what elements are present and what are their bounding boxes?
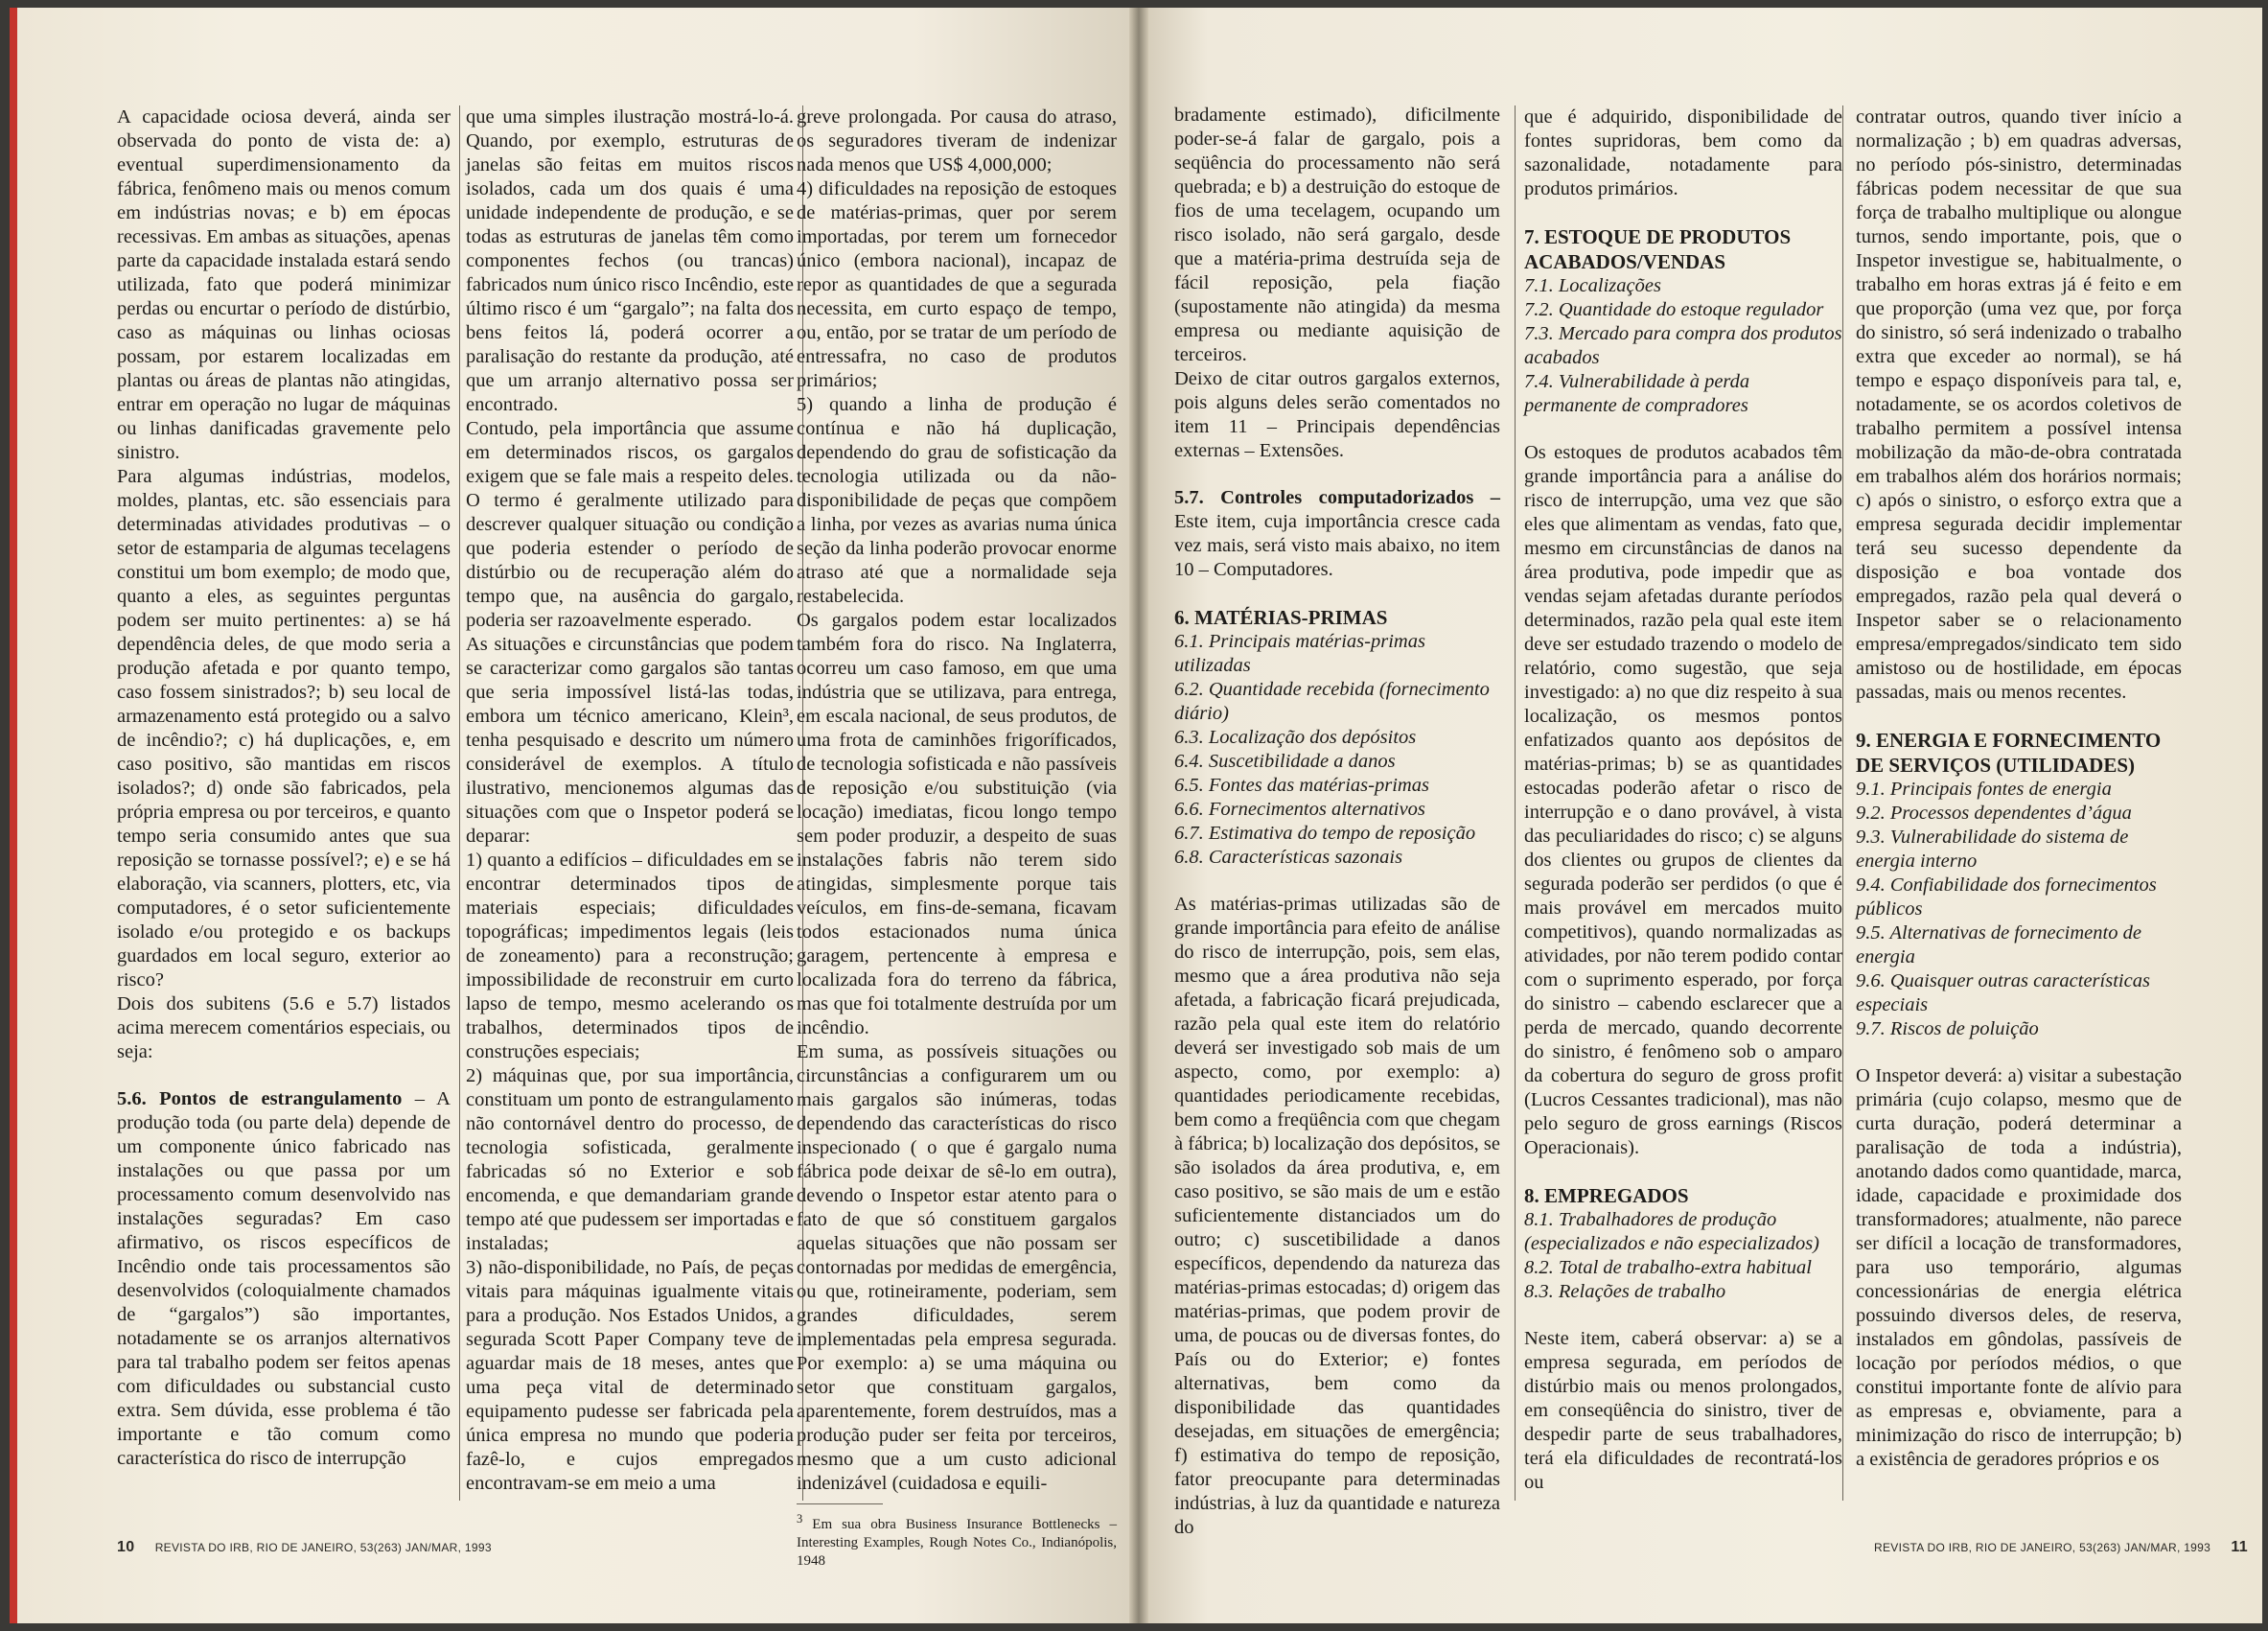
section-heading: 9. ENERGIA E FORNECIMENTO DE SERVIÇOS (UTILIDADES) <box>1856 729 2162 777</box>
body-paragraph: bradamente estimado), dificilmente poder-se-á falar de gargalo, pois a seqüência do processamento não será quebrada; e b) a destruição do estoque de fios de uma tecelagem, ocupando um risco isolado, não será gargalo, desde que a matéria-prima destruída seja de fácil reposição, pela fiação (supostamente não atingida) da mesma empresa ou mediante aquisição de terceiros. <box>1174 105 1500 365</box>
body-paragraph: 2) máquinas que, por sua importância, constituam um ponto de estrangulamento não contornável dentro do processo, de tecnologia sofisticada, geralmente fabricadas só no Exterior e sob encomenda, e que demandariam grande tempo até que pudessem ser importadas e instaladas; <box>466 1065 794 1254</box>
subsection-item: 9.3. Vulnerabilidade do sistema de energia interno <box>1856 827 2129 872</box>
body-paragraph: Deixo de citar outros gargalos externos, pois alguns deles serão comentados no item 11 – Principais dependências externas – Extensões. <box>1174 368 1500 461</box>
run-in-text: – A produção toda (ou parte dela) depende de um componente único fabricado nas instalações ou que passa por um processamento comum desenvolvido nas instalações seguradas? Em caso afirmativo, os riscos específicos de Incêndio onde tais processamentos são desenvolvidos (coloquialmente chamados de “gargalos”) são importantes, notadamente se os arranjos alternativos para tal trabalho podem ser feitos apenas com dificuldades ou substancial custo extra. Sem dúvida, esse problema é tão importante e tão comum como característica do risco de interrupção <box>117 1088 451 1469</box>
subsection-item: 6.6. Fornecimentos alternativos <box>1174 799 1425 820</box>
column-rule <box>1515 105 1516 1501</box>
subsection-item: 6.2. Quantidade recebida (fornecimento diário) <box>1174 679 1490 724</box>
paragraph-spacer <box>1524 418 1842 441</box>
body-paragraph <box>117 1087 451 1471</box>
subsection-item: 6.5. Fontes das matérias-primas <box>1174 775 1429 796</box>
body-paragraph <box>1174 486 1500 582</box>
paragraph-spacer <box>117 1064 451 1087</box>
paragraph-spacer <box>1524 201 1842 224</box>
subsection-item: 8.3. Relações de trabalho <box>1524 1281 1726 1302</box>
paragraph-spacer <box>1524 1160 1842 1183</box>
run-in-heading: 5.6. Pontos de estrangulamento <box>117 1088 403 1109</box>
left-column-1 <box>117 105 451 1515</box>
section-heading: 6. MATÉRIAS-PRIMAS <box>1174 606 1388 629</box>
subsection-item: 8.2. Total de trabalho-extra habitual <box>1524 1257 1812 1278</box>
subsection-item: 6.1. Principais matérias-primas utilizadas <box>1174 631 1425 676</box>
page-gutter <box>1129 8 1148 1623</box>
subsection-item: 6.4. Suscetibilidade a danos <box>1174 751 1396 772</box>
right-column-3 <box>1856 105 2182 1544</box>
body-paragraph: Os estoques de produtos acabados têm grande importância para a análise do risco de interrupção, uma vez que são eles que alimentam as vendas, fato que, mesmo em circunstâncias de danos na área produtiva, pode impedir que as vendas sejam afetadas durante períodos determinados, razão pela qual este item deve ser estudado trazendo o modelo de relatório, como sugestão, que seja investigado: a) no que diz respeito à sua localização, os mesmos pontos enfatizados quanto aos depósitos de matérias-primas; b) se as quantidades estocadas poderão afetar o risco de interrupção e o dano provável, à vista das peculiaridades do risco; c) se alguns dos clientes ou grupos de clientes da segurada poderão ser perdidos (o que é mais provável em mercados muito competitivos), quando normalizadas as atividades, por não terem podido contar com o suprimento esperado, por força do sinistro – cabendo esclarecer que a perda de mercado, quando decorrente do sinistro, é fenômeno sob o amparo da cobertura do seguro de gross profit (Lucros Cessantes tradicional), mas não pelo seguro de gross earnings (Riscos Operacionais). <box>1524 442 1842 1158</box>
subsection-item: 9.1. Principais fontes de energia <box>1856 779 2112 800</box>
body-paragraph: Para algumas indústrias, modelos, moldes, plantas, etc. são essenciais para determinadas atividades produtivas – o setor de estamparia de algumas tecelagens constitui um bom exemplo; de modo que, quanto a eles, as seguintes perguntas podem ser muito pertinentes: a) se há dependência deles, de que modo seria a produção afetada e por quanto tempo, caso fossem sinistrados?; b) seu local de armazenamento está protegido ou a salvo de incêndio?; c) há duplicações, e, em caso positivo, são mantidas em riscos isolados?; d) onde são fabricados, pela própria empresa ou por terceiros, e quanto tempo seria consumido antes que sua reposição se tornasse possível?; e) e se há elaboração, via scanners, plotters, etc, via computadores, é o setor suficientemente isolado e/ou protegido e os backups guardados em local seguro, exterior ao risco? <box>117 466 451 990</box>
subsection-item: 7.2. Quantidade do estoque regulador <box>1524 299 1824 320</box>
subsection-item: 9.7. Riscos de poluição <box>1856 1018 2039 1039</box>
footnote-mark: 3 <box>797 1512 803 1526</box>
subsection-item: 9.2. Processos dependentes d’água <box>1856 803 2132 824</box>
subsection-item: 9.5. Alternativas de fornecimento de energia <box>1856 922 2141 967</box>
body-paragraph: Contudo, pela importância que assume em determinados riscos, os gargalos exigem que se fale mais a respeito deles. O termo é geralmente utilizado para descrever qualquer situação ou condição que poderia estender o período de distúrbio ou de recuperação além do tempo que, na ausência do gargalo, poderia ser razoavelmente esperado. <box>466 418 794 631</box>
column-rule <box>1842 105 1843 1501</box>
paragraph-spacer <box>1174 870 1500 893</box>
body-paragraph: que uma simples ilustração mostrá-lo-á. Quando, por exemplo, estruturas de janelas são feitas em muitos riscos isolados, cada um dos quais é uma unidade independente de produção, e se todas as estruturas de janelas têm como componentes fechos (ou trancas) fabricados num único risco Incêndio, este último risco é um “gargalo”; na falta dos bens feitos lá, poderá ocorrer a paralisação do restante da produção, até que um arranjo alternativo possa ser encontrado. <box>466 106 794 415</box>
subsection-item: 6.3. Localização dos depósitos <box>1174 727 1417 748</box>
paragraph-spacer <box>1856 1041 2182 1064</box>
body-paragraph: A capacidade ociosa deverá, ainda ser observada do ponto de vista de: a) eventual superdimensionamento da fábrica, fenômeno mais ou menos comum em indústrias novas; e b) em épocas recessivas. Em ambas as situações, apenas parte da capacidade instalada estará sendo utilizada, fato que poderá minimizar perdas ou encurtar o período de distúrbio, caso as máquinas ou linhas ociosas possam, por estarem localizadas em plantas ou áreas de plantas não atingidas, entrar em operação no lugar de máquinas ou linhas danificadas gravemente pelo sinistro. <box>117 106 451 463</box>
right-footer <box>1874 1539 2248 1556</box>
body-paragraph: As matérias-primas utilizadas são de grande importância para efeito de análise do risco de interrupção, pois, sem elas, mesmo que a área produtiva não seja afetada, a fabricação ficará prejudicada, razão pela qual este item do relatório deverá ser investigado sob mais de um aspecto, como, por exemplo: a) quantidades periodicamente recebidas, bem como a freqüência com que chegam à fábrica; b) localização dos depósitos, se são isolados da área produtiva, e, em caso positivo, se são mais de um e estão suficientemente distanciados um do outro; c) suscetibilidade a danos específicos, dependendo da natureza das matérias-primas estocadas; d) origem das matérias-primas, que podem provir de uma, de poucas ou de diversas fontes, do País ou do Exterior; e) fontes alternativas, bem como da disponibilidade das quantidades desejadas, em situações de emergência; f) estimativa do tempo de reposição, fator preocupante para determinadas indústrias, à luz da quantidade e natureza do <box>1174 894 1500 1538</box>
run-in-text: Este item, cuja importância cresce cada vez mais, será visto mais abaixo, no item 10 – Computadores. <box>1174 511 1500 580</box>
body-paragraph: greve prolongada. Por causa do atraso, os seguradores tiveram de indenizar nada menos que US$ 4,000,000; <box>797 106 1117 175</box>
footnote-text: Em sua obra Business Insurance Bottlenecks – Interesting Examples, Rough Notes Co., Indianópolis, 1948 <box>797 1517 1117 1569</box>
run-in-heading: 5.7. Controles computadorizados – <box>1174 487 1500 508</box>
body-paragraph: que é adquirido, disponibilidade de fontes supridoras, bem como da sazonalidade, notadamente para produtos primários. <box>1524 106 1842 199</box>
page-number: 11 <box>2231 1539 2248 1555</box>
column-rule <box>459 105 460 1501</box>
subsection-item: 7.1. Localizações <box>1524 275 1661 296</box>
body-paragraph: Os gargalos podem estar localizados também fora do risco. Na Inglaterra, ocorreu um caso famoso, em que uma indústria que se utilizava, para entrega, em escala nacional, de seus produtos, de uma frota de caminhões frigoríficados, de tecnologia sofisticada e não passíveis de reposição e/ou substituição (via locação) imediatas, ficou longo tempo sem poder produzir, a despeito de suas instalações fabris não terem sido atingidas, simplesmente porque tais veículos, em fins-de-semana, ficavam todos estacionados numa única garagem, pertencente à empresa e localizada fora do terreno da fábrica, mas que foi totalmente destruída por um incêndio. <box>797 610 1117 1038</box>
body-paragraph: As situações e circunstâncias que podem se caracterizar como gargalos são tantas que seria impossível listá-las todas, embora um técnico americano, Klein³, tenha pesquisado e descrito um número considerável de exemplos. A título ilustrativo, mencionemos algumas das situações com que o Inspetor poderá se deparar: <box>466 634 794 847</box>
body-paragraph: 1) quanto a edifícios – dificuldades em se encontrar determinados tipos de materiais especiais; dificuldades topográficas; impedimentos legais (leis de zoneamento) para a reconstrução; impossibilidade de reconstruir em curto lapso de tempo, mesmo acelerando os trabalhos, determinados tipos de construções especiais; <box>466 850 794 1062</box>
body-paragraph: Dois dos subitens (5.6 e 5.7) listados acima merecem comentários especiais, ou seja: <box>117 993 451 1062</box>
right-column-1 <box>1174 104 1500 1551</box>
subsection-item: 7.4. Vulnerabilidade à perda permanente de compradores <box>1524 371 1750 416</box>
paragraph-spacer <box>1856 705 2182 728</box>
subsection-item: 8.1. Trabalhadores de produção (especializados e não especializados) <box>1524 1209 1820 1254</box>
section-heading: 7. ESTOQUE DE PRODUTOS ACABADOS/VENDAS <box>1524 225 1792 273</box>
paragraph-spacer <box>1174 582 1500 605</box>
subsection-item: 6.8. Características sazonais <box>1174 847 1403 868</box>
page-number: 10 <box>117 1539 135 1555</box>
subsection-item: 9.4. Confiabilidade dos fornecimentos públicos <box>1856 874 2157 920</box>
body-paragraph: Neste item, caberá observar: a) se a empresa segurada, em períodos de distúrbio mais ou menos prolongados, em conseqüência do sinistro, tiver de despedir parte de seus trabalhadores, terá ela dificuldades de recontratá-los ou <box>1524 1328 1842 1493</box>
section-heading: 8. EMPREGADOS <box>1524 1184 1689 1207</box>
body-paragraph: Em suma, as possíveis situações ou circunstâncias a configurarem um ou mais gargalos são inúmeras, todas dependendo das características do risco inspecionado ( o que é gargalo numa fábrica pode deixar de sê-lo em outra), devendo o Inspetor estar atento para o fato de que só constituem gargalos aquelas situações que não possam ser contornadas por medidas de emergência, ou que, rotineiramente, poderiam, sem grandes dificuldades, serem implementadas pela empresa segurada. Por exemplo: a) se uma máquina ou setor que constituam gargalos, aparentemente, forem destruídos, mas a produção puder ser feita por terceiros, mesmo que a um custo adicional indenizável (cuidadosa e equili- <box>797 1041 1117 1494</box>
footnote <box>797 1503 1117 1571</box>
running-footer: REVISTA DO IRB, RIO DE JANEIRO, 53(263) JAN/MAR, 1993 <box>1874 1541 2211 1554</box>
subsection-item: 7.3. Mercado para compra dos produtos acabados <box>1524 323 1842 368</box>
subsection-item: 6.7. Estimativa do tempo de reposição <box>1174 823 1476 844</box>
subsection-item: 9.6. Quaisquer outras características especiais <box>1856 970 2150 1015</box>
right-column-2 <box>1524 105 1842 1544</box>
body-paragraph: O Inspetor deverá: a) visitar a subestação primária (cujo colapso, mesmo que de curta duração, poderá determinar a paralisação de toda a indústria), anotando dados como quantidade, marca, idade, capacidade e proximidade dos transformadores; atualmente, não parece ser difícil a locação de transformadores, para uso temporário, algumas concessionárias de energia elétrica possuindo diversos deles, de reserva, instalados em gôndolas, passíveis de locação por períodos médios, o que constitui importante fonte de alívio para as empresas e, obviamente, para a minimização do risco de interrupção; b) a existência de geradores próprios e os <box>1856 1065 2182 1470</box>
left-column-2 <box>466 105 794 1515</box>
paragraph-spacer <box>1524 1304 1842 1327</box>
paragraph-spacer <box>1174 463 1500 486</box>
running-footer: REVISTA DO IRB, RIO DE JANEIRO, 53(263) JAN/MAR, 1993 <box>154 1541 492 1554</box>
body-paragraph: 5) quando a linha de produção é contínua e não há duplicação, dependendo do grau de sofisticação da tecnologia utilizada ou da não-disponibilidade de peças que compõem a linha, por vezes as avarias numa única seção da linha poderão provocar enorme atraso até que a normalidade seja restabelecida. <box>797 394 1117 607</box>
left-footer <box>117 1539 492 1556</box>
left-column-3 <box>797 105 1117 1569</box>
body-paragraph: contratar outros, quando tiver início a normalização ; b) em quadras adversas, no período pós-sinistro, determinadas fábricas podem necessitar de que sua força de trabalho multiplique ou alongue turnos, sendo importante, pois, que o Inspetor investigue se, habitualmente, o trabalho em horas extras já é feito e em que proporção (uma vez que, por força do sinistro, só será indenizado o trabalho extra que exceder ao normal), se há tempo e espaço disponíveis para tal, e, notadamente, se os acordos coletivos de trabalho permitem a possível intensa mobilização da mão-de-obra contratada em trabalhos além dos horários normais; c) após o sinistro, o esforço extra que a empresa segurada decidir implementar terá seu sucesso dependente da disposição e boa vontade dos empregados, razão pela qual deverá o Inspetor saber se o relacionamento empresa/empregados/sindicato tem sido amistoso ou de hostilidade, em épocas passadas, mais ou menos recentes. <box>1856 106 2182 703</box>
body-paragraph: 4) dificuldades na reposição de estoques de matérias-primas, quer por serem importadas, por terem um fornecedor único (embora nacional), incapaz de repor as quantidades de que a segurada necessita, em curto espaço de tempo, ou, então, por se tratar de um período de entressafra, no caso de produtos primários; <box>797 178 1117 391</box>
body-paragraph: 3) não-disponibilidade, no País, de peças vitais para máquinas igualmente vitais para a produção. Nos Estados Unidos, a segurada Scott Paper Company teve de aguardar mais de 18 meses, antes que uma peça vital de determinado equipamento pudesse ser fabricada pela única empresa no mundo que poderia fazê-lo, e cujos empregados encontravam-se em meio a uma <box>466 1257 794 1494</box>
